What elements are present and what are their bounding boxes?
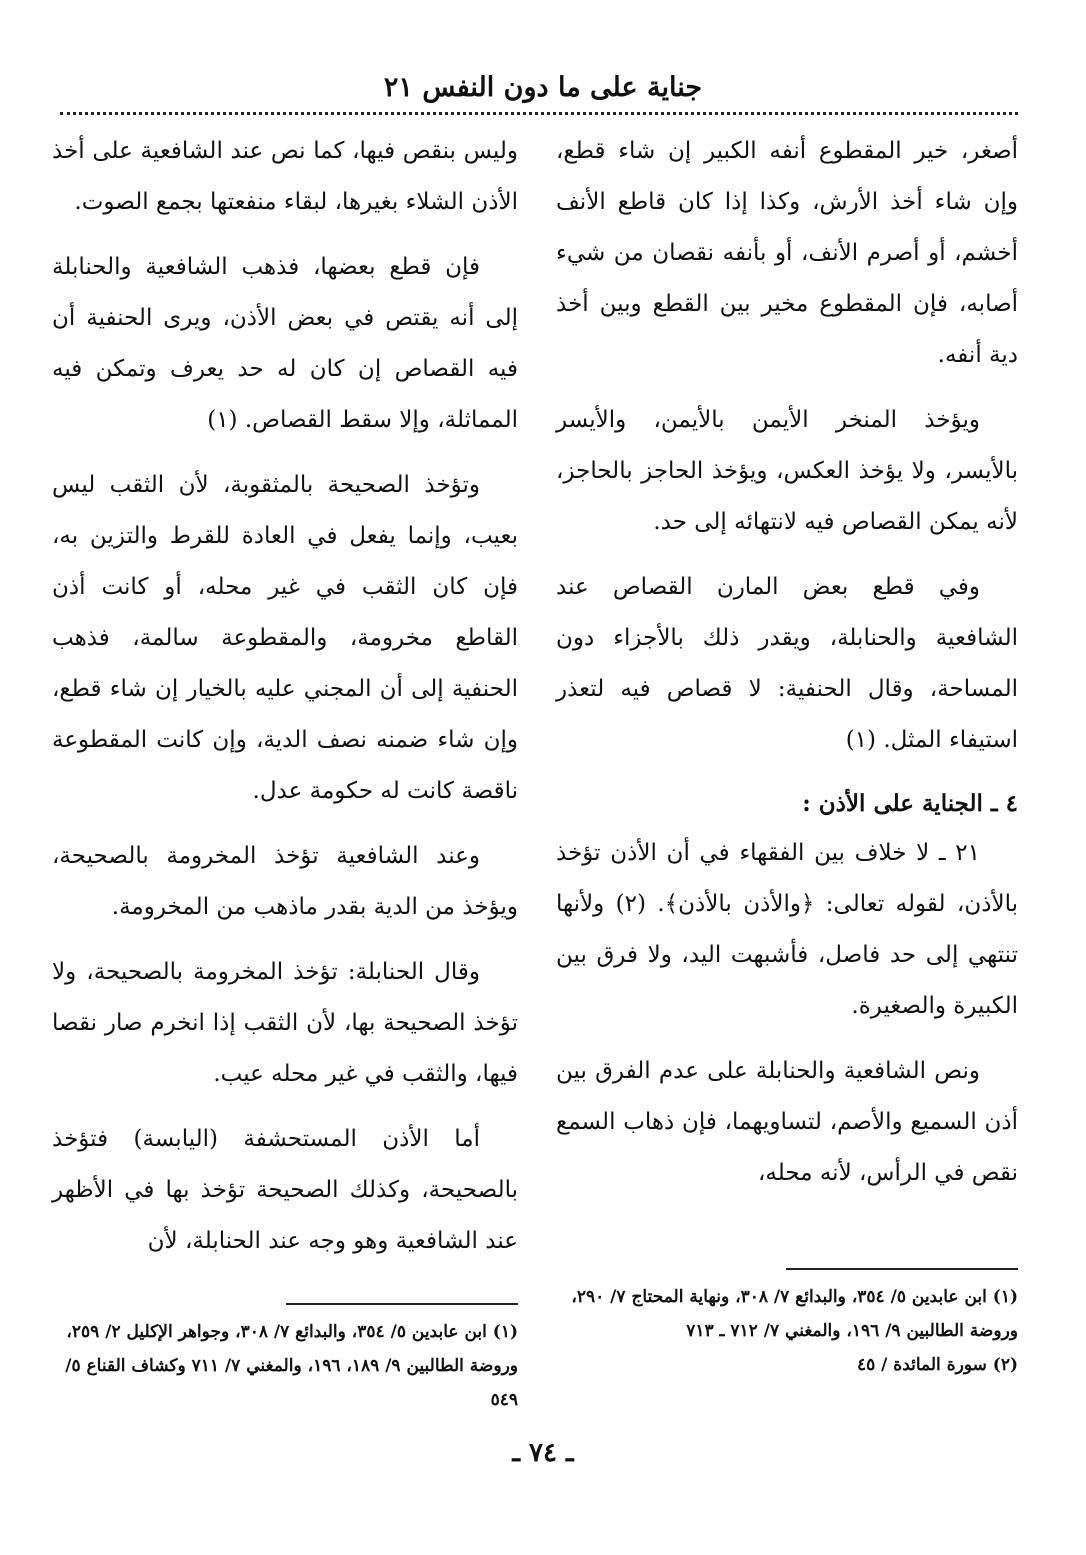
- header-dotted-rule: [60, 112, 1018, 115]
- right-column: [556, 126, 1018, 1213]
- paragraph: فإن قطع بعضها، فذهب الشافعية والحنابلة إلى أنه يقتص في بعض الأذن، ويرى الحنفية أن فيه القصاص إن كان له حد يعرف وتمكن فيه المماثلة، وإلا سقط القصاص. (١): [52, 254, 518, 433]
- right-footnotes: [556, 1268, 1018, 1382]
- paragraph: ونص الشافعية والحنابلة على عدم الفرق بين أذن السميع والأصم، لتساويهما، فإن ذهاب السمع نقص في الرأس، لأنه محله،: [556, 1058, 1018, 1186]
- paragraph: أما الأذن المستحشفة (اليابسة) فتؤخذ بالصحيحة، وكذلك الصحيحة تؤخذ بها في الأظهر عند الشافعية وهو وجه عند الحنابلة، لأن: [52, 1126, 518, 1254]
- page-number: ـ ٧٤ ـ: [512, 1438, 574, 1468]
- footnote-rule: [786, 1268, 1018, 1270]
- footnote: (١) ابن عابدين ٥/ ٣٥٤، والبدائع ٧/ ٣٠٨، ونهاية المحتاج ٧/ ٢٩٠، وروضة الطالبين ٩/ ١٩٦، والمغني ٧/ ٧١٢ ـ ٧١٣: [571, 1287, 1018, 1341]
- paragraph: أصغر، خير المقطوع أنفه الكبير إن شاء قطع، وإن شاء أخذ الأرش، وكذا إذا كان قاطع الأنف أخشم، أو أصرم الأنف، أو بأنفه نقصان من شيء أصابه، فإن المقطوع مخير بين القطع وبين أخذ دية أنفه.: [556, 138, 1018, 368]
- paragraph: وليس بنقص فيها، كما نص عند الشافعية على أخذ الأذن الشلاء بغيرها، لبقاء منفعتها بجمع الصوت.: [52, 138, 518, 215]
- paragraph: وفي قطع بعض المارن القصاص عند الشافعية والحنابلة، ويقدر ذلك بالأجزاء دون المساحة، وقال الحنفية: لا قصاص فيه لتعذر استيفاء المثل. (١): [556, 574, 1018, 753]
- footnote: (١) ابن عابدين ٥/ ٣٥٤، والبدائع ٧/ ٣٠٨، وجواهر الإكليل ٢/ ٢٥٩، وروضة الطالبين ٩/ ١٨٩، ١٩٦، والمغني ٧/ ٧١١ وكشاف القناع ٥/ ٥٤٩: [65, 1322, 518, 1410]
- paragraph: وقال الحنابلة: تؤخذ المخرومة بالصحيحة، ولا تؤخذ الصحيحة بها، لأن الثقب إذا انخرم صار نقصا فيها، والثقب في غير محله عيب.: [52, 959, 518, 1087]
- left-footnotes: [52, 1303, 518, 1417]
- footnote: (٢) سورة المائدة / ٤٥: [857, 1355, 1018, 1375]
- section-heading: ٤ ـ الجناية على الأذن :: [802, 790, 1018, 817]
- paragraph: ويؤخذ المنخر الأيمن بالأيمن، والأيسر بالأيسر، ولا يؤخذ العكس، ويؤخذ الحاجز بالحاجز، لأنه يمكن القصاص فيه لانتهائه إلى حد.: [556, 407, 1018, 535]
- paragraph: وتؤخذ الصحيحة بالمثقوبة، لأن الثقب ليس بعيب، وإنما يفعل في العادة للقرط والتزين به، فإن كان الثقب في غير محله، أو كانت أذن القاطع مخرومة، والمقطوعة سالمة، فذهب الحنفية إلى أن المجني عليه بالخيار إن شاء قطع، وإن شاء ضمنه نصف الدية، وإن كانت المقطوعة ناقصة كانت له حكومة عدل.: [52, 472, 518, 804]
- footnote-rule: [286, 1303, 518, 1305]
- running-header: جناية على ما دون النفس ٢١: [383, 72, 703, 103]
- paragraph: وعند الشافعية تؤخذ المخرومة بالصحيحة، ويؤخذ من الدية بقدر ماذهب من المخرومة.: [52, 843, 518, 920]
- left-column: [52, 126, 518, 1281]
- paragraph: ٢١ ـ لا خلاف بين الفقهاء في أن الأذن تؤخذ بالأذن، لقوله تعالى: ﴿والأذن بالأذن﴾. (٢) ولأنها تنتهي إلى حد فاصل، فأشبهت اليد، ولا فرق بين الكبيرة والصغيرة.: [556, 840, 1018, 1019]
